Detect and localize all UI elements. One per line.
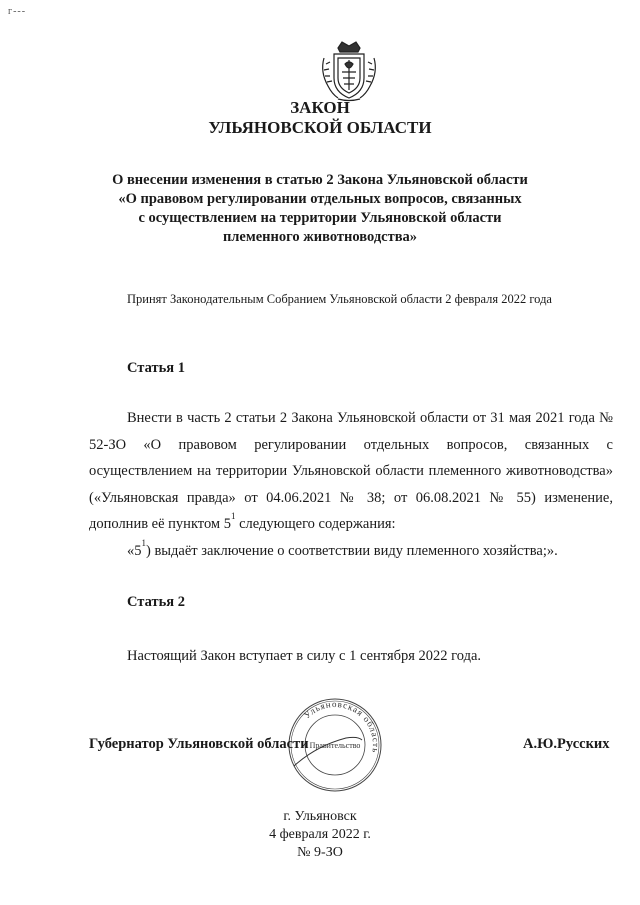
article-1-amendment xyxy=(89,538,613,565)
article-1-heading: Статья 1 xyxy=(127,360,185,376)
amendment-text-end: ) выдаёт заключение о соответствии виду племенного хозяйства;». xyxy=(146,542,558,559)
article-1-body xyxy=(89,405,613,564)
subtitle-line-2: «О правовом регулировании отдельных вопросов, связанных xyxy=(118,191,522,207)
superscript: 1 xyxy=(230,511,236,521)
superscript: 1 xyxy=(141,537,146,548)
subtitle-line-4: племенного животноводства» xyxy=(222,229,418,245)
subtitle-line-3: с осуществлением на территории Ульяновской области xyxy=(138,210,502,226)
region-name: УЛЬЯНОВСКОЙ ОБЛАСТИ xyxy=(208,118,432,137)
corner-mark: г--- xyxy=(8,6,27,17)
footer-number: № 9-ЗО xyxy=(297,845,343,860)
article-1-text: Внести в часть 2 статьи 2 Закона Ульяновской области от 31 мая 2021 года № 52-ЗО «О правовом регулировании отдельных вопросов, связанных с осуществлением на территории Ульяновской области племенного животноводства» («Ульяновская правда» от 04.06.2021 № 38; от 06.08.2021 № 55) изменение, дополнив её пунктом 5 xyxy=(89,410,613,532)
law-subtitle xyxy=(0,171,640,247)
subtitle-line-1: О внесении изменения в статью 2 Закона Ульяновской области xyxy=(112,172,528,188)
stamp-inner-text: Правительство xyxy=(309,741,361,750)
article-2-text: Настоящий Закон вступает в силу с 1 сентября 2022 года. xyxy=(127,648,482,664)
law-title xyxy=(0,98,640,138)
stamp-outer-text: Ульяновская область xyxy=(301,698,382,755)
signatory-name: А.Ю.Русских xyxy=(523,736,610,752)
amendment-text: «5 xyxy=(127,542,142,559)
adoption-note: Принят Законодательным Собранием Ульяновской области 2 февраля 2022 года xyxy=(127,292,552,306)
coat-of-arms-emblem xyxy=(318,38,380,102)
article-2-heading: Статья 2 xyxy=(127,594,185,610)
footer-city: г. Ульяновск xyxy=(283,809,357,824)
law-label: ЗАКОН xyxy=(290,98,350,117)
article-1-paragraph xyxy=(89,405,613,538)
signatory-position: Губернатор Ульяновской области xyxy=(89,736,309,752)
footer-date: 4 февраля 2022 г. xyxy=(269,827,371,842)
article-1-text-end: следующего содержания: xyxy=(235,516,396,532)
